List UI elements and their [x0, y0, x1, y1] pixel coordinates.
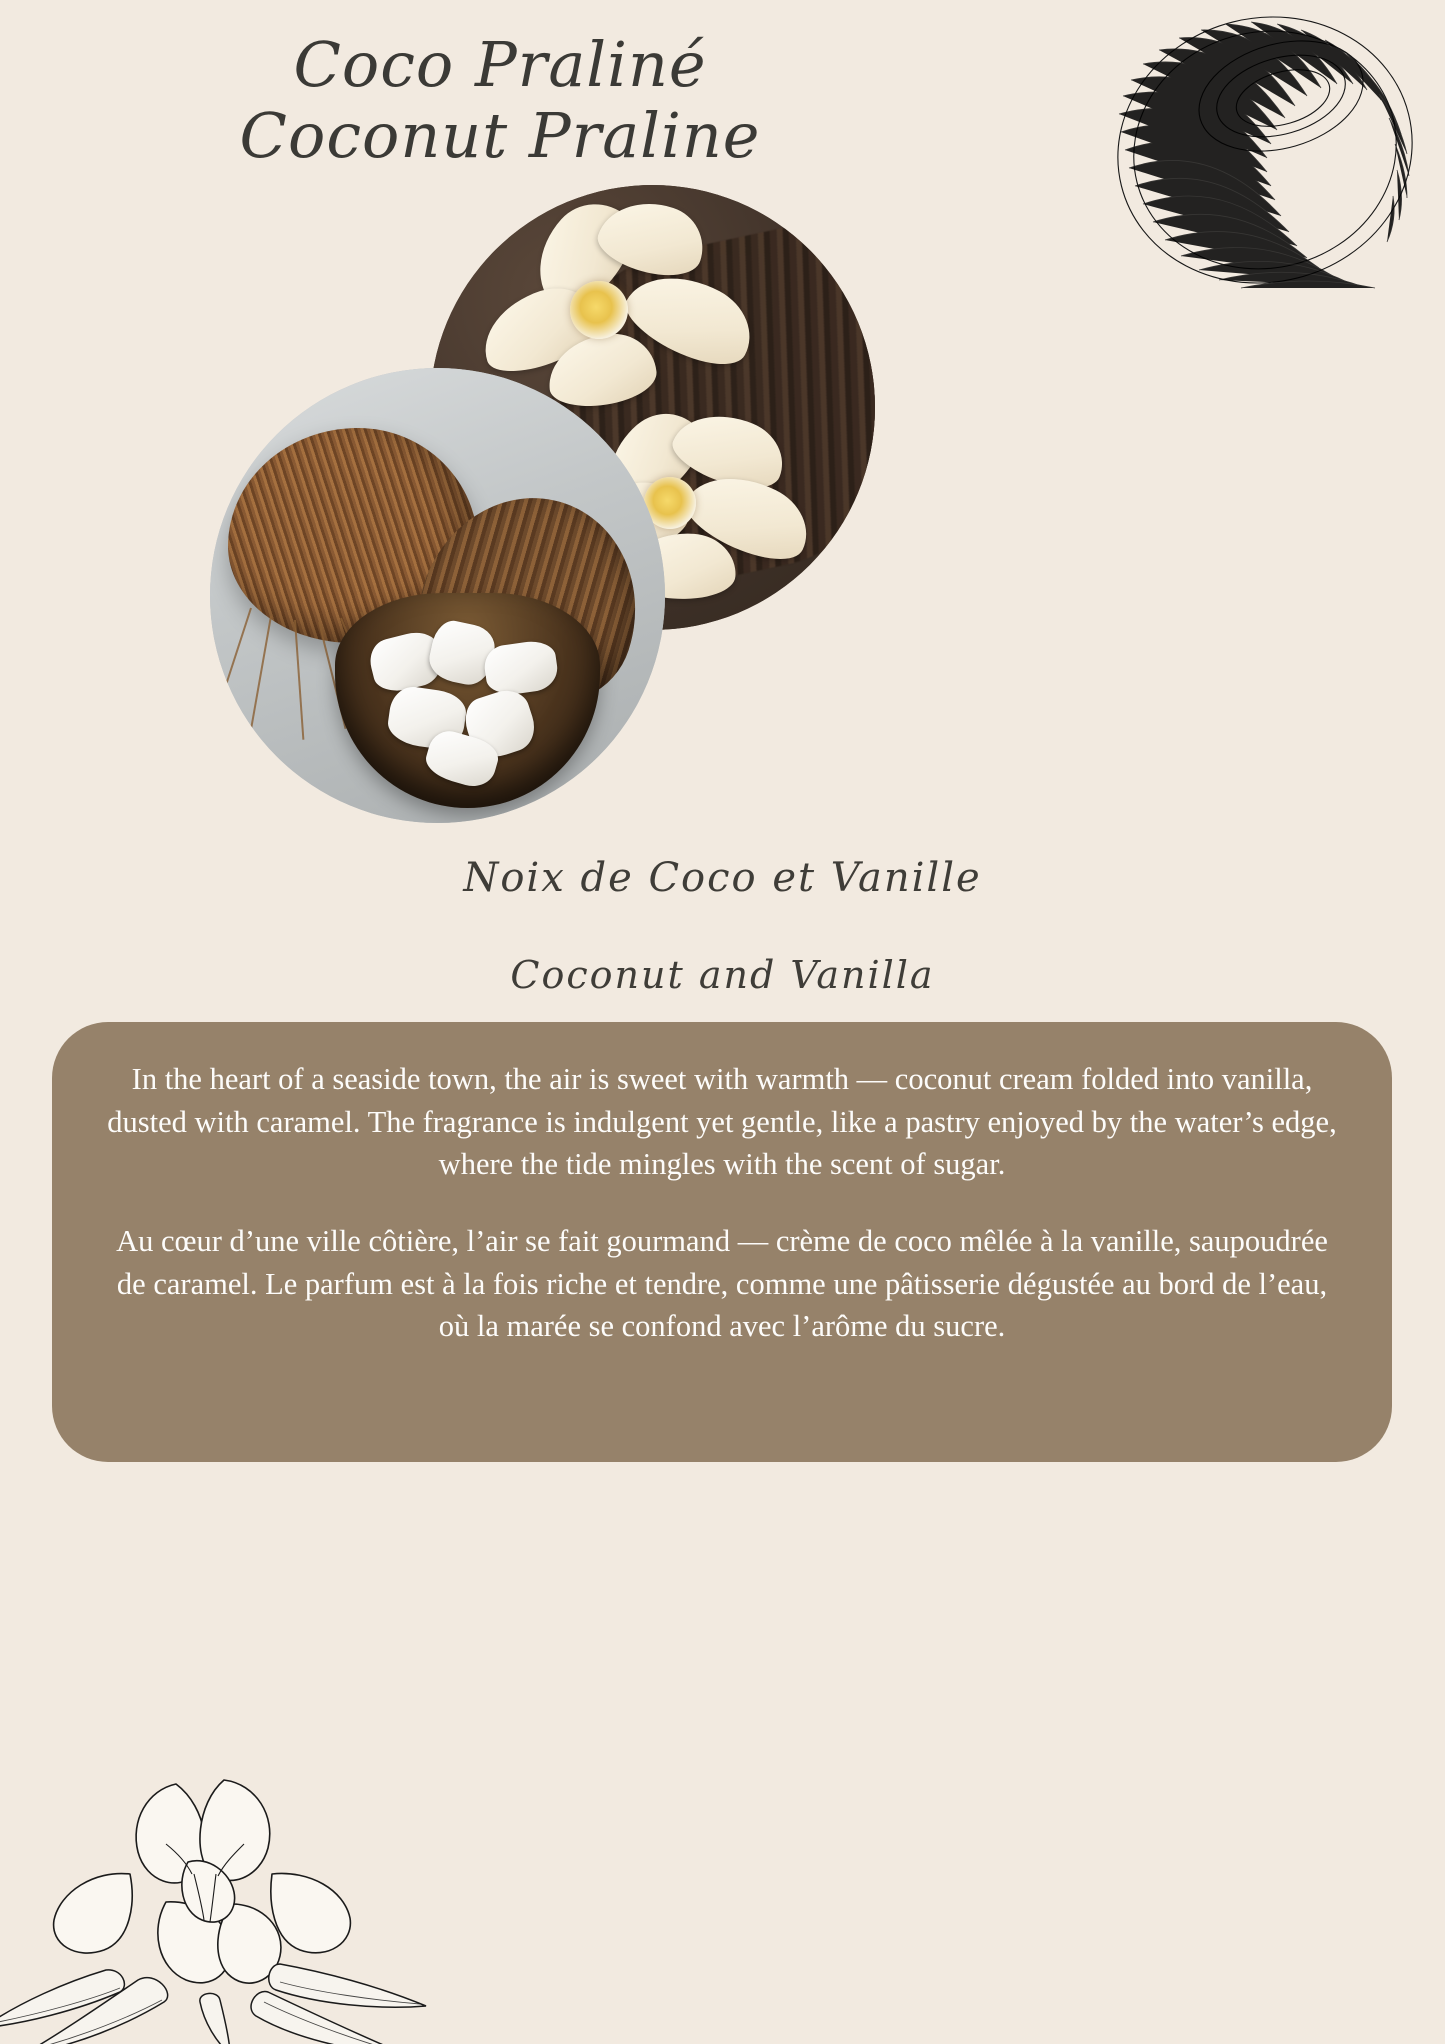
description-card: [52, 1022, 1392, 1462]
subtitle-block: [0, 855, 1445, 997]
subtitle-french: Noix de Coco et Vanille: [463, 855, 982, 901]
subtitle-english: Coconut and Vanilla: [510, 953, 935, 997]
page-title-english: Coconut Praline: [239, 99, 761, 173]
description-paragraph-french: Au cœur d’une ville côtière, l’air se fait gourmand — crème de coco mêlée à la vanille, saupoudrée de caramel. Le parfum est à la fois riche et tendre, comme une pâtisserie dégustée au bord de l’eau, où la marée se confond avec l’arôme du sucre.: [116, 1224, 1328, 1344]
description-paragraph-english: In the heart of a seaside town, the air is sweet with warmth — coconut cream folded into vanilla, dusted with caramel. The fragrance is indulgent yet gentle, like a pastry enjoyed by the water’s edge, where the tide mingles with the scent of sugar.: [107, 1062, 1337, 1182]
page-title-french: Coco Praliné: [293, 28, 707, 101]
vanilla-flower-line-art-icon: [0, 1724, 500, 2044]
coconut-photo: [210, 368, 665, 823]
coconut-line-art-icon: [1095, 0, 1435, 340]
title-block: [0, 30, 1000, 171]
